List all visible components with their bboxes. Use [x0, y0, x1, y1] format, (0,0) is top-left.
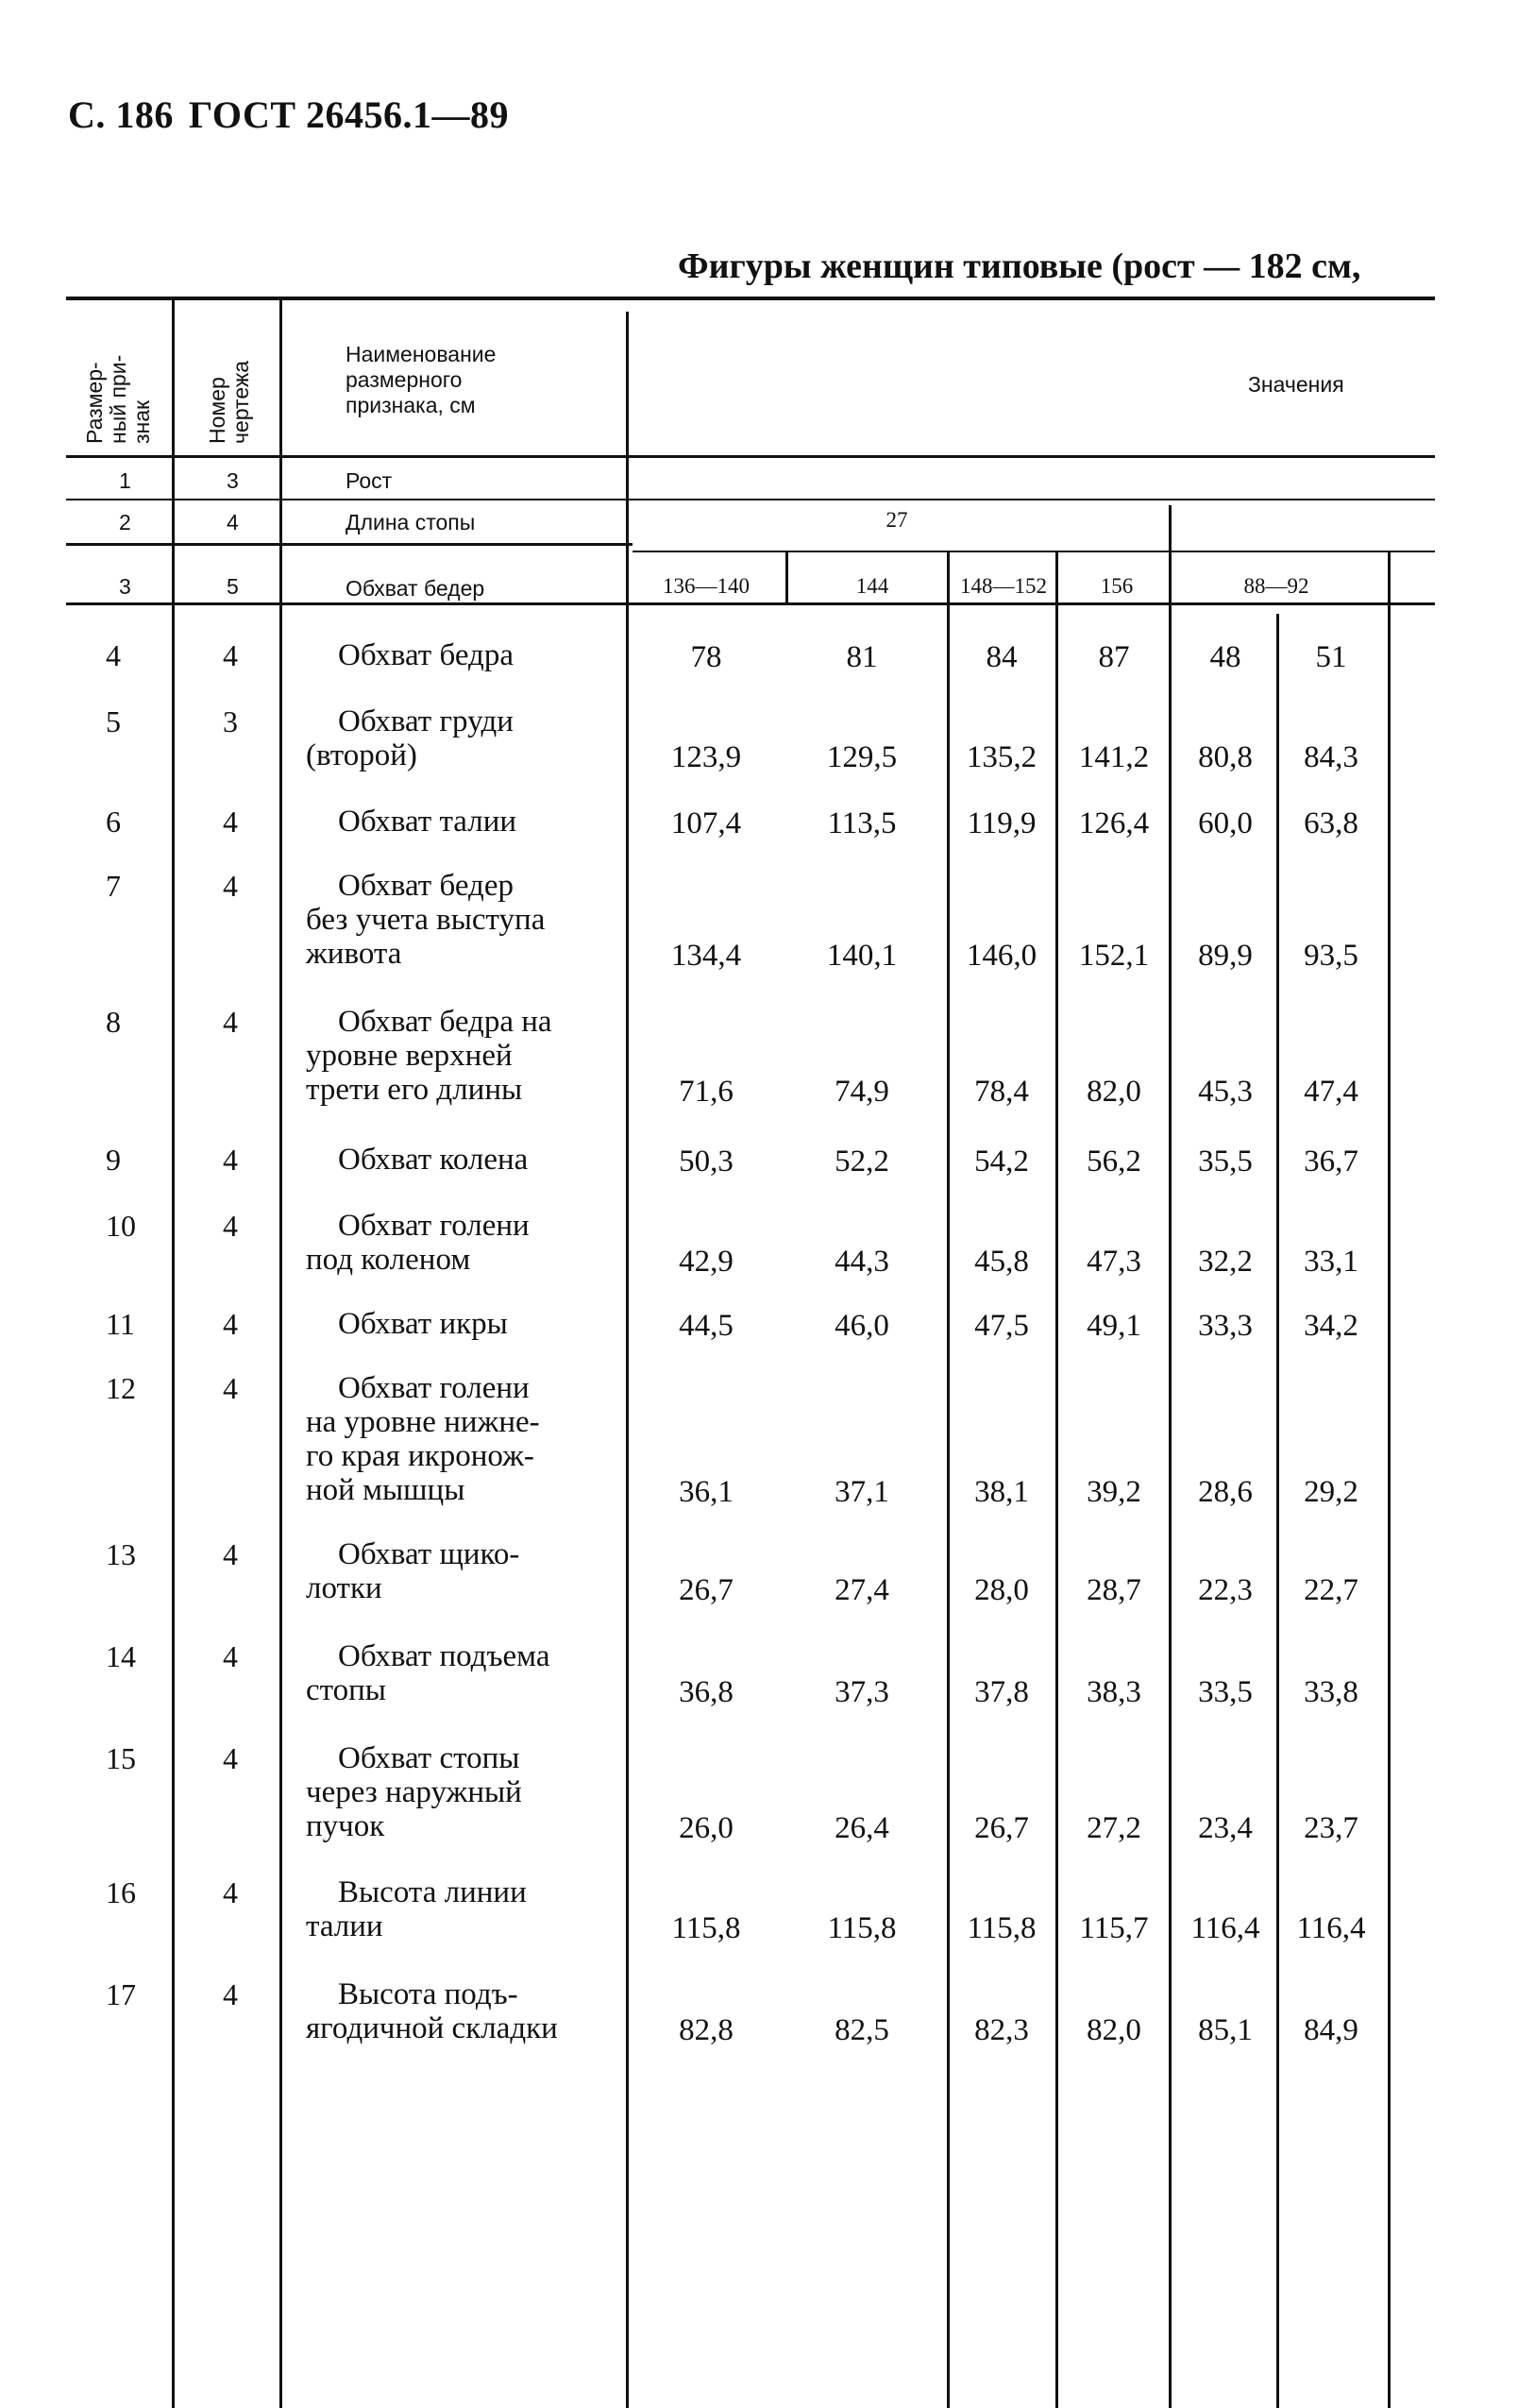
page-header	[68, 93, 524, 137]
row-value: 115,8	[827, 1911, 897, 1945]
row-value: 84,3	[1304, 740, 1358, 774]
row-value: 32,2	[1198, 1245, 1253, 1279]
row-value: 81	[846, 640, 878, 674]
vline-end	[1388, 552, 1391, 2408]
row-sign-number: 10	[106, 1209, 136, 1243]
row-value: 33,5	[1198, 1675, 1253, 1709]
row1-rule	[66, 499, 1435, 500]
row-sign-name: уровне верхней	[306, 1039, 513, 1073]
header-sign-number-line: ный при-	[106, 354, 130, 444]
row-value: 34,2	[1304, 1309, 1358, 1343]
row-drawing-number: 4	[223, 805, 238, 839]
row-sign-number: 9	[106, 1143, 121, 1177]
header-drawing-number-line: Номер	[205, 377, 229, 444]
row-sign-name: го края икронож-	[306, 1439, 534, 1473]
param-row-drawing: 3	[227, 468, 239, 493]
row-drawing-number: 4	[223, 638, 238, 672]
row-sign-name: Обхват бедра	[338, 638, 514, 672]
row-value: 27,4	[835, 1573, 889, 1607]
row-sign-name: Обхват подъема	[338, 1639, 550, 1673]
param-row-drawing: 5	[227, 574, 239, 599]
row-sign-name: лотки	[306, 1571, 382, 1605]
row-value: 27,2	[1087, 1811, 1141, 1845]
row-value: 38,3	[1087, 1675, 1141, 1709]
row-sign-name: ягодичной складки	[306, 2011, 558, 2045]
foot-length-value: 27	[886, 508, 908, 532]
row-value: 116,4	[1190, 1911, 1260, 1945]
param-row-name: Длина стопы	[346, 510, 476, 534]
vline-col1	[172, 297, 175, 2408]
row-value: 44,5	[679, 1309, 734, 1343]
header-sign-number	[83, 355, 154, 444]
row-drawing-number: 4	[223, 1209, 238, 1243]
row-value: 84	[986, 640, 1018, 674]
row-value: 115,8	[967, 1911, 1037, 1945]
row-value: 82,0	[1087, 1075, 1141, 1109]
header-sign-name-line: Наименование	[346, 342, 497, 366]
row-value: 22,3	[1198, 1573, 1253, 1607]
row-value: 39,2	[1087, 1475, 1141, 1509]
row-value: 45,8	[974, 1245, 1029, 1279]
row-sign-name: Обхват бедра на	[338, 1005, 552, 1039]
header-rule	[66, 455, 1435, 458]
row-sign-name: Обхват стопы	[338, 1741, 520, 1775]
header-sign-name	[346, 342, 629, 418]
header-sign-number-line: знак	[129, 399, 154, 444]
hip-girth-group: 136—140	[663, 574, 750, 598]
row-value: 38,1	[974, 1475, 1029, 1509]
row-value: 47,4	[1304, 1075, 1358, 1109]
row-value: 23,7	[1304, 1811, 1358, 1845]
row-value: 42,9	[679, 1245, 734, 1279]
row-value: 36,7	[1304, 1145, 1358, 1179]
vline-v5	[1276, 614, 1279, 2408]
row-value: 37,1	[835, 1475, 889, 1509]
row-sign-name: Обхват груди	[338, 704, 514, 738]
row-value: 23,4	[1198, 1811, 1253, 1845]
row-sign-name: через наружный	[306, 1775, 522, 1809]
row-value: 36,8	[679, 1675, 734, 1709]
row-sign-name: Обхват колена	[338, 1143, 529, 1177]
row-value: 48	[1209, 640, 1241, 674]
row-value: 36,1	[679, 1475, 734, 1509]
row-sign-name: под коленом	[306, 1243, 471, 1277]
param-row-num: 2	[119, 510, 131, 534]
row-sign-name: пучок	[306, 1809, 385, 1843]
row-value: 26,4	[835, 1811, 889, 1845]
row-sign-name: Высота линии	[338, 1875, 527, 1909]
row-sign-name: Высота подъ-	[338, 1977, 518, 2011]
row-value: 141,2	[1078, 740, 1150, 774]
row-value: 113,5	[827, 806, 897, 840]
vline-col3	[626, 312, 629, 2408]
table-caption: Фигуры женщин типовые (рост — 182 см,	[678, 246, 1361, 286]
row-drawing-number: 4	[223, 1143, 238, 1177]
row-value: 93,5	[1304, 939, 1358, 973]
row-drawing-number: 4	[223, 1537, 238, 1571]
row-value: 78	[690, 640, 722, 674]
row-value: 54,2	[974, 1145, 1029, 1179]
row-value: 26,7	[974, 1811, 1029, 1845]
row-sign-name: Обхват голени	[338, 1371, 530, 1405]
row-sign-name: стопы	[306, 1673, 386, 1707]
row-value: 47,3	[1087, 1245, 1141, 1279]
row-value: 82,3	[974, 2013, 1029, 2047]
header-drawing-number-line: чертежа	[228, 360, 253, 444]
row-value: 47,5	[974, 1309, 1029, 1343]
row-value: 33,8	[1304, 1675, 1358, 1709]
row-value: 135,2	[966, 740, 1037, 774]
row-value: 107,4	[670, 806, 742, 840]
row-sign-name: Обхват бедер	[338, 869, 514, 903]
row-value: 85,1	[1198, 2013, 1253, 2047]
vline-v4	[1169, 505, 1172, 2408]
row-drawing-number: 4	[223, 1639, 238, 1673]
row-value: 63,8	[1304, 806, 1358, 840]
row-value: 51	[1315, 640, 1347, 674]
param-row-name: Рост	[346, 468, 393, 493]
row-value: 46,0	[835, 1309, 889, 1343]
row-value: 44,3	[835, 1245, 889, 1279]
row-value: 49,1	[1087, 1309, 1141, 1343]
row-value: 28,0	[974, 1573, 1029, 1607]
vline-v1	[785, 552, 788, 605]
hip-girth-group: 88—92	[1243, 574, 1309, 598]
row-sign-name: без учета выступа	[306, 903, 546, 937]
row-sign-number: 5	[106, 704, 121, 738]
row-value: 89,9	[1198, 939, 1253, 973]
header-drawing-number	[206, 361, 253, 444]
row-value: 134,4	[670, 939, 742, 973]
row-sign-name: (второй)	[306, 738, 417, 772]
row-sign-number: 16	[106, 1875, 136, 1909]
row-drawing-number: 4	[223, 1741, 238, 1775]
row-value: 140,1	[826, 939, 898, 973]
row-value: 87	[1098, 640, 1130, 674]
row-value: 26,7	[679, 1573, 734, 1607]
row-sign-number: 15	[106, 1741, 136, 1775]
row3-rule	[66, 602, 1435, 605]
row-value: 37,3	[835, 1675, 889, 1709]
row-value: 80,8	[1198, 740, 1253, 774]
document-code: ГОСТ 26456.1—89	[188, 93, 510, 136]
row-value: 115,8	[671, 1911, 741, 1945]
hip-girth-group: 144	[855, 574, 889, 598]
hip-girth-group: 148—152	[960, 574, 1047, 598]
hip-girth-group: 156	[1100, 574, 1134, 598]
row-value: 29,2	[1304, 1475, 1358, 1509]
row-value: 52,2	[835, 1145, 889, 1179]
row-sign-name: Обхват талии	[338, 805, 517, 839]
row-value: 126,4	[1078, 806, 1150, 840]
row-drawing-number: 4	[223, 1005, 238, 1039]
row-value: 82,8	[679, 2013, 734, 2047]
row-drawing-number: 4	[223, 1371, 238, 1405]
row-value: 35,5	[1198, 1145, 1253, 1179]
row-value: 56,2	[1087, 1145, 1141, 1179]
row-value: 33,1	[1304, 1245, 1358, 1279]
row-value: 119,9	[967, 806, 1037, 840]
row-sign-name: Обхват икры	[338, 1307, 508, 1341]
row-drawing-number: 4	[223, 1875, 238, 1909]
row-drawing-number: 4	[223, 1307, 238, 1341]
row-sign-name: Обхват щико-	[338, 1537, 520, 1571]
row-value: 129,5	[826, 740, 898, 774]
row-drawing-number: 3	[223, 704, 238, 738]
row-value: 26,0	[679, 1811, 734, 1845]
row2-rule-right	[632, 551, 1435, 552]
row-value: 116,4	[1296, 1911, 1366, 1945]
row-value: 45,3	[1198, 1075, 1253, 1109]
row-value: 82,0	[1087, 2013, 1141, 2047]
row-sign-name: ной мышцы	[306, 1473, 465, 1507]
row2-rule-left	[66, 543, 632, 546]
row-sign-number: 13	[106, 1537, 136, 1571]
row-value: 74,9	[835, 1075, 889, 1109]
header-sign-number-line: Размер-	[82, 362, 107, 444]
row-value: 123,9	[670, 740, 742, 774]
row-value: 82,5	[835, 2013, 889, 2047]
row-sign-number: 7	[106, 869, 121, 903]
row-value: 152,1	[1078, 939, 1150, 973]
row-sign-name: талии	[306, 1909, 383, 1943]
row-sign-number: 4	[106, 638, 121, 672]
header-values: Значения	[1248, 372, 1344, 397]
row-sign-number: 12	[106, 1371, 136, 1405]
row-sign-name: трети его длины	[306, 1073, 523, 1107]
page-number: С. 186	[68, 93, 174, 136]
header-sign-name-line: признака, см	[346, 393, 476, 417]
row-value: 37,8	[974, 1675, 1029, 1709]
param-row-num: 3	[119, 574, 131, 599]
vline-col2	[279, 297, 282, 2408]
row-drawing-number: 4	[223, 1977, 238, 2011]
param-row-num: 1	[119, 468, 131, 493]
row-value: 84,9	[1304, 2013, 1358, 2047]
row-value: 60,0	[1198, 806, 1253, 840]
row-sign-number: 11	[106, 1307, 135, 1341]
row-sign-number: 17	[106, 1977, 136, 2011]
param-row-name: Обхват бедер	[346, 576, 485, 601]
row-value: 71,6	[679, 1075, 734, 1109]
row-value: 33,3	[1198, 1309, 1253, 1343]
row-sign-name: Обхват голени	[338, 1209, 530, 1243]
row-value: 28,6	[1198, 1475, 1253, 1509]
row-value: 28,7	[1087, 1573, 1141, 1607]
row-value: 22,7	[1304, 1573, 1358, 1607]
row-value: 115,7	[1079, 1911, 1149, 1945]
row-sign-name: на уровне нижне-	[306, 1405, 540, 1439]
row-value: 50,3	[679, 1145, 734, 1179]
param-row-drawing: 4	[227, 510, 239, 534]
row-value: 78,4	[974, 1075, 1029, 1109]
row-sign-name: живота	[306, 937, 402, 971]
top-rule	[66, 297, 1435, 300]
row-value: 146,0	[966, 939, 1037, 973]
row-sign-number: 14	[106, 1639, 136, 1673]
row-sign-number: 6	[106, 805, 121, 839]
row-sign-number: 8	[106, 1005, 121, 1039]
row-drawing-number: 4	[223, 869, 238, 903]
header-sign-name-line: размерного	[346, 367, 463, 392]
